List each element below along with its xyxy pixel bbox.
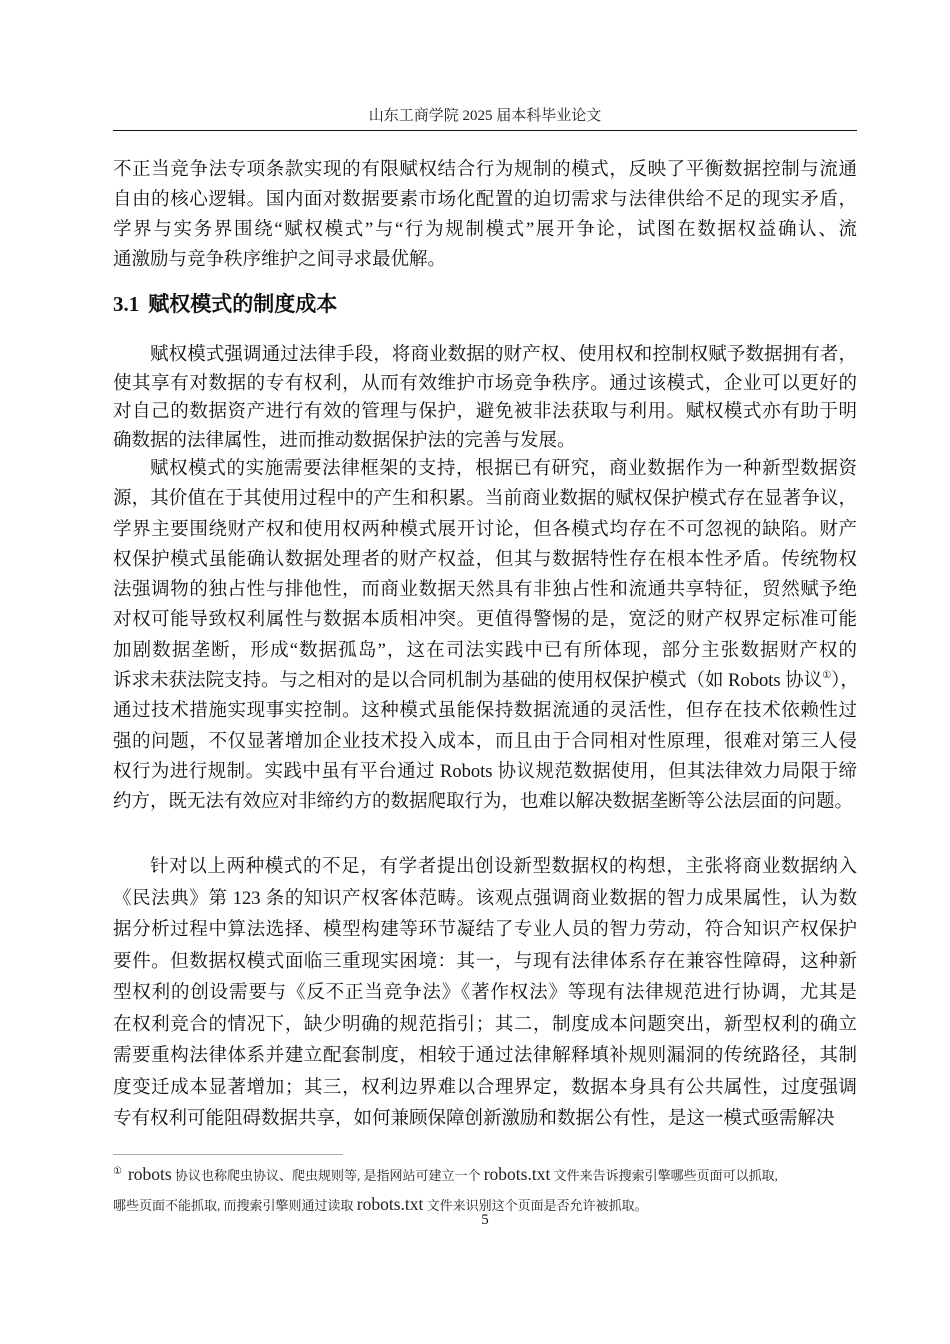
text-line: 对自己的数据资产进行有效的管理与保护，避免被非法获取与利用。赋权模式亦有助于明 [113,402,857,423]
text-line: 在权利竞合的情况下，缺少明确的规范指引；其二，制度成本问题突出，新型权利的确立 [113,1014,857,1035]
text-line: 针对以上两种模式的不足，有学者提出创设新型数据权的构想，主张将商业数据纳入 [150,857,857,877]
footnote-text: robots [127,1164,172,1184]
text-line [113,666,857,696]
text-line: 度变迁成本显著增加；其三，权利边界难以合理界定，数据本身具有公共属性，过度强调 [113,1077,857,1098]
text-line: 学界与实务界围绕“赋权模式”与“行为规制模式”展开争论，试图在数据权益确认、流 [113,220,857,240]
section-title: 赋权模式的制度成本 [148,292,338,316]
text-line: 赋权模式强调通过法律手段，将商业数据的财产权、使用权和控制权赋予数据拥有者， [150,345,857,365]
body-paragraph [113,155,857,275]
footnote-line [113,1158,857,1190]
text-segment: ）， [831,671,859,692]
text-line: 不正当竞争法专项条款实现的有限赋权结合行为规制的模式，反映了平衡数据控制与流通 [113,160,857,180]
text-line: 通过技术措施实现事实控制。这种模式虽能保持数据流通的灵活性，但存在技术依赖性过 [113,701,857,722]
footnote-text: robots.txt [483,1164,551,1184]
text-segment: 诉求未获法院支持。与之相对的是以合同机制为基础的使用权保护模式（如 Robots 协议 [113,671,823,692]
header-divider [113,130,857,131]
text-line: 权保护模式虽能确认数据处理者的财产权益，但其与数据特性存在根本性矛盾。传统物权 [113,549,857,570]
text-line: 自由的核心逻辑。国内面对数据要素市场化配置的迫切需求与法律供给不足的现实矛盾， [113,190,857,210]
text-line: 学界主要围绕财产权和使用权两种模式展开讨论，但各模式均存在不可忽视的缺陷。财产 [113,519,857,540]
text-line: 使其享有对数据的专有权利，从而有效维护市场竞争秩序。通过该模式，企业可以更好的 [113,373,857,394]
footnote-divider [113,1154,343,1155]
running-header: 山东工商学院 2025 届本科毕业论文 [368,108,602,124]
page-number: 5 [481,1212,489,1228]
text-line: 赋权模式的实施需要法律框架的支持，根据已有研究，商业数据作为一种新型数据资 [150,459,857,479]
text-line: 权行为进行规制。实践中虽有平台通过 Robots 协议规范数据使用，但其法律效力局限于缔 [113,761,857,782]
footnote-reference[interactable]: ① [822,670,832,682]
text-line: 据分析过程中算法选择、模型构建等环节凝结了专业人员的智力劳动，符合知识产权保护 [113,920,857,940]
footnote-text: 协议也称爬虫协议、爬虫规则等, 是指网站可建立一个 [171,1168,484,1183]
footnote-text: 文件来识别这个页面是否允许被抓取。 [423,1198,648,1213]
text-line: 强的问题，不仅显著增加企业技术投入成本，而且由于合同相对性原理，很难对第三人侵 [113,731,857,752]
text-line: 《民法典》第 123 条的知识产权客体范畴。该观点强调商业数据的智力成果属性，认为数 [113,888,857,909]
body-paragraph [113,852,857,1136]
text-line: 源，其价值在于其使用过程中的产生和积累。当前商业数据的赋权保护模式存在显著争议， [113,489,857,510]
footnote-text: robots.txt [356,1194,424,1214]
text-line: 要件。但数据权模式面临三重现实困境：其一，与现有法律体系存在兼容性障碍，这种新 [113,951,857,972]
text-line: 法强调物的独占性与排他性，而商业数据天然具有非独占性和流通共享特征，贸然赋予绝 [113,580,857,601]
footnote-text: 文件来告诉搜索引擎哪些页面可以抓取, [550,1168,778,1183]
text-line: 约方，既无法有效应对非缔约方的数据爬取行为，也难以解决数据垄断等公法层面的问题。 [113,792,854,813]
text-line: 加剧数据垄断，形成“数据孤岛”，这在司法实践中已有所体现，部分主张数据财产权的 [113,640,857,661]
footnote-mark: ① [113,1166,122,1177]
body-paragraph [113,341,857,455]
section-heading [113,290,337,318]
body-paragraph [113,454,857,818]
text-line: 需要重构法律体系并建立配套制度，相较于通过法律解释填补规则漏洞的传统路径，其制 [113,1046,857,1066]
text-line: 对权可能导致权利属性与数据本质相冲突。更值得警惕的是，宽泛的财产权界定标准可能 [113,610,857,631]
section-number: 3.1 [113,292,140,316]
text-line: 通激励与竞争秩序维护之间寻求最优解。 [113,250,447,270]
text-line: 专有权利可能阻碍数据共享，如何兼顾保障创新激励和数据公有性，是这一模式亟需解决 [113,1109,835,1129]
text-line: 型权利的创设需要与《反不正当竞争法》《著作权法》等现有法律规范进行协调，尤其是 [113,983,857,1003]
footnote-text: 哪些页面不能抓取, 而搜索引擎则通过读取 [113,1198,357,1213]
text-line: 确数据的法律属性，进而推动数据保护法的完善与发展。 [113,430,576,451]
